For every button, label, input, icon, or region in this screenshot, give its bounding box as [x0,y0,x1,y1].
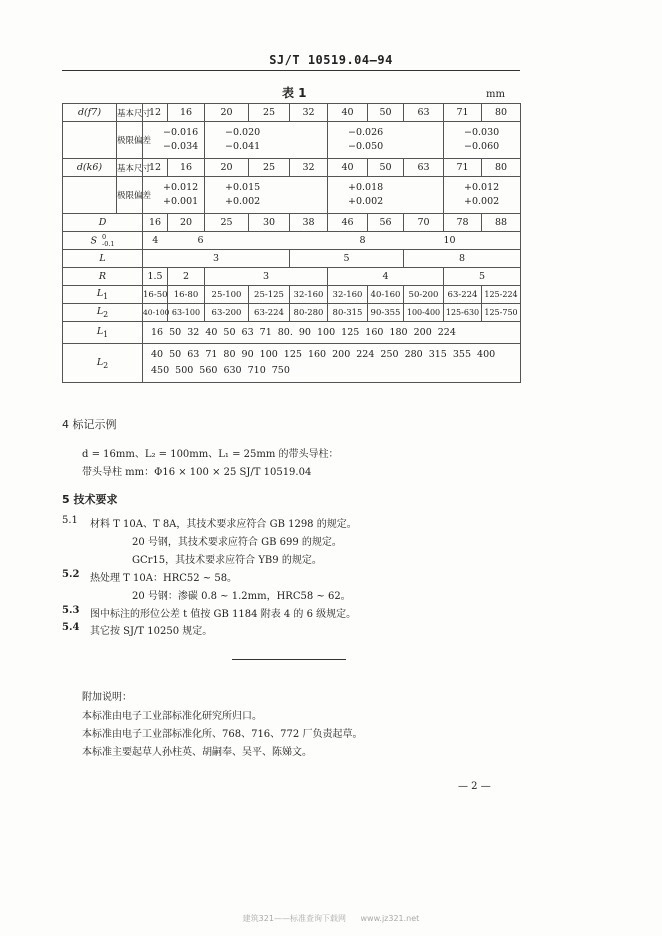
S-label: S [90,235,97,246]
d-k6-dev-lower: +0.002 [464,196,500,207]
d-f7-label: d(f7) [63,104,117,122]
watermark-site-name: 建筑321——标准查询下载网 [242,914,346,923]
d-k6-dev-cell [444,177,521,214]
row-D [63,214,521,232]
R-value: 4 [328,268,444,286]
d-f7-dev-upper: −0.026 [348,127,384,138]
standard-code-header: SJ/T 10519.04—94 [269,53,393,67]
dimension-table [62,103,521,383]
d-f7-size-label: 基本尺寸 [117,104,143,122]
d-k6-dev-cell [205,177,328,214]
section-4-heading: 4 标记示例 [62,418,117,431]
S-value: 6 [168,232,290,250]
clause-text: 材料 T 10A、T 8A，其技术要求应符合 GB 1298 的规定。 [90,519,357,530]
D-value: 88 [482,214,521,232]
d-k6-dev-upper: +0.018 [348,182,384,193]
row-L1-range [63,286,521,304]
D-value: 30 [249,214,290,232]
d-k6-dev-cell [143,177,205,214]
notes-heading: 附加说明： [82,692,132,703]
d-k6-size: 25 [249,159,290,177]
row-d-f7-size [63,104,521,122]
d-f7-dev-cell [328,122,444,159]
L1-range-value: 50-200 [404,286,444,304]
L2-series-label: L [96,356,104,368]
d-f7-size: 71 [444,104,482,122]
d-f7-size: 32 [290,104,328,122]
L2-range-value: 80-280 [290,304,328,322]
L-value: 8 [404,250,521,268]
clause-number: 5.2 [62,569,80,580]
R-value: 3 [205,268,328,286]
notes-line: 本标准由电子工业部标准化研究所归口。 [82,711,262,722]
D-value: 38 [290,214,328,232]
L2-range-value: 63-100 [168,304,205,322]
d-f7-dev-lower: −0.050 [348,141,384,152]
d-f7-dev-upper: −0.030 [464,127,500,138]
L1-range-value: 63-224 [444,286,482,304]
d-f7-dev-lower: −0.060 [464,141,500,152]
d-f7-dev-lower: −0.034 [163,141,199,152]
D-value: 78 [444,214,482,232]
d-f7-size: 50 [368,104,404,122]
section-5-heading: 5 技术要求 [62,493,118,506]
row-L2-series [63,344,521,383]
D-value: 46 [328,214,368,232]
notes-line: 本标准由电子工业部标准化所、768、716、772 厂负责起草。 [82,729,363,740]
d-k6-size: 80 [482,159,521,177]
page-number: — 2 — [458,781,491,792]
clause-text: 20 号钢，其技术要求应符合 GB 699 的规定。 [132,537,342,548]
row-L2-range [63,304,521,322]
section-4-example-line: d = 16mm、L₂ = 100mm、L₁ = 25mm 的带头导柱： [82,449,339,460]
L1-range-value: 125-224 [482,286,521,304]
L2-range-value: 100-400 [404,304,444,322]
d-f7-size: 12 [143,104,168,122]
row-S [63,232,521,250]
row-d-k6-size [63,159,521,177]
d-f7-size: 25 [249,104,290,122]
L1-range-value: 16-50 [143,286,168,304]
d-k6-size: 20 [205,159,249,177]
L1-range-label: L [96,288,104,300]
L1-series-label: L [96,326,104,338]
L2-range-value: 125-630 [444,304,482,322]
L1-range-value: 25-125 [249,286,290,304]
row-d-f7-deviation [63,122,521,159]
d-f7-dev-upper: −0.020 [225,127,261,138]
L2-range-value: 63-224 [249,304,290,322]
row-L1-series [63,322,521,344]
table-unit: mm [486,89,505,100]
watermark [0,913,662,924]
S-value: 4 [143,232,168,250]
d-f7-size: 63 [404,104,444,122]
L1-series-values: 16 50 32 40 50 63 71 80. 90 100 125 160 180 200 224 [143,322,521,344]
d-k6-dev-lower: +0.002 [348,196,384,207]
d-k6-size-label: 基本尺寸 [117,159,143,177]
d-k6-size: 71 [444,159,482,177]
D-value: 70 [404,214,444,232]
header-rule [62,70,520,71]
L2-range-value: 90-355 [368,304,404,322]
L2-range-value: 125-750 [482,304,521,322]
d-k6-dev-lower: +0.002 [225,196,261,207]
d-k6-size: 50 [368,159,404,177]
L2-range-value: 80-315 [328,304,368,322]
d-k6-dev-cell [328,177,444,214]
clause-text: 20 号钢：渗碳 0.8 ~ 1.2mm，HRC58 ~ 62。 [132,591,351,602]
d-k6-dev-label: 极限偏差 [117,177,143,214]
d-f7-dev-upper: −0.016 [163,127,199,138]
d-f7-size: 40 [328,104,368,122]
clause-text: 其它按 SJ/T 10250 规定。 [90,626,213,637]
D-value: 56 [368,214,404,232]
clause-text: GCr15，其技术要求应符合 YB9 的规定。 [132,555,322,566]
row-d-k6-deviation [63,177,521,214]
clause-number: 5.1 [62,515,78,526]
d-k6-size: 40 [328,159,368,177]
clause-text: 热处理 T 10A：HRC52 ~ 58。 [90,573,238,584]
S-value: 10 [404,232,521,250]
R-label: R [63,268,143,286]
d-k6-size: 32 [290,159,328,177]
d-f7-size: 16 [168,104,205,122]
L2-range-value: 40-100 [143,304,168,322]
L-label: L [63,250,143,268]
D-value: 20 [168,214,205,232]
L2-series-label-cell: $L_2$ [63,344,143,383]
L2-range-label-cell: $L_2$ [63,304,143,322]
d-k6-size: 63 [404,159,444,177]
L1-range-value: 16-80 [168,286,205,304]
L1-series-label-cell: $L_1$ [63,322,143,344]
d-f7-dev-label: 极限偏差 [117,122,143,159]
clause-text: 图中标注的形位公差 t 值按 GB 1184 附表 4 的 6 级规定。 [90,609,357,620]
d-f7-size: 20 [205,104,249,122]
d-k6-dev-upper: +0.015 [225,182,261,193]
d-k6-size: 12 [143,159,168,177]
section-4-example-line: 带头导柱 mm：Φ16 × 100 × 25 SJ/T 10519.04 [82,467,312,478]
L2-range-value: 63-200 [205,304,249,322]
d-f7-size: 80 [482,104,521,122]
d-k6-dev-upper: +0.012 [163,182,199,193]
clause-number: 5.3 [62,605,80,616]
d-k6-dev-upper: +0.012 [464,182,500,193]
d-f7-dev-cell [143,122,205,159]
S-label-cell [63,232,143,250]
section-end-rule [232,659,346,660]
S-value: 8 [290,232,404,250]
D-label: D [63,214,143,232]
L1-range-value: 32-160 [328,286,368,304]
L1-range-label-cell: $L_1$ [63,286,143,304]
L1-range-value: 32-160 [290,286,328,304]
L-value: 5 [290,250,404,268]
L2-range-label: L [96,306,104,318]
d-k6-dev-lower: +0.001 [163,196,199,207]
d-k6-label: d(k6) [63,159,117,177]
R-value: 2 [168,268,205,286]
S-tol-lower: -0.1 [102,239,115,248]
R-value: 5 [444,268,521,286]
D-value: 25 [205,214,249,232]
L-value: 3 [143,250,290,268]
table-title: 表 1 [282,86,307,100]
D-value: 16 [143,214,168,232]
S-tol-upper: 0 [102,232,107,241]
d-f7-dev-cell [444,122,521,159]
L2-series-values: 40 50 63 71 80 90 100 125 160 200 224 250 280 315 355 400 450 500 560 630 710 750 [143,344,521,383]
clause-number: 5.4 [62,622,80,633]
L1-range-value: 40-160 [368,286,404,304]
R-value: 1.5 [143,268,168,286]
notes-line: 本标准主要起草人孙柱英、胡嗣奉、吴平、陈娣文。 [82,747,312,758]
row-R [63,268,521,286]
L1-range-value: 25-100 [205,286,249,304]
d-f7-dev-lower: −0.041 [225,141,261,152]
d-f7-dev-cell [205,122,328,159]
watermark-url: www.jz321.net [360,914,420,923]
row-L [63,250,521,268]
d-k6-size: 16 [168,159,205,177]
